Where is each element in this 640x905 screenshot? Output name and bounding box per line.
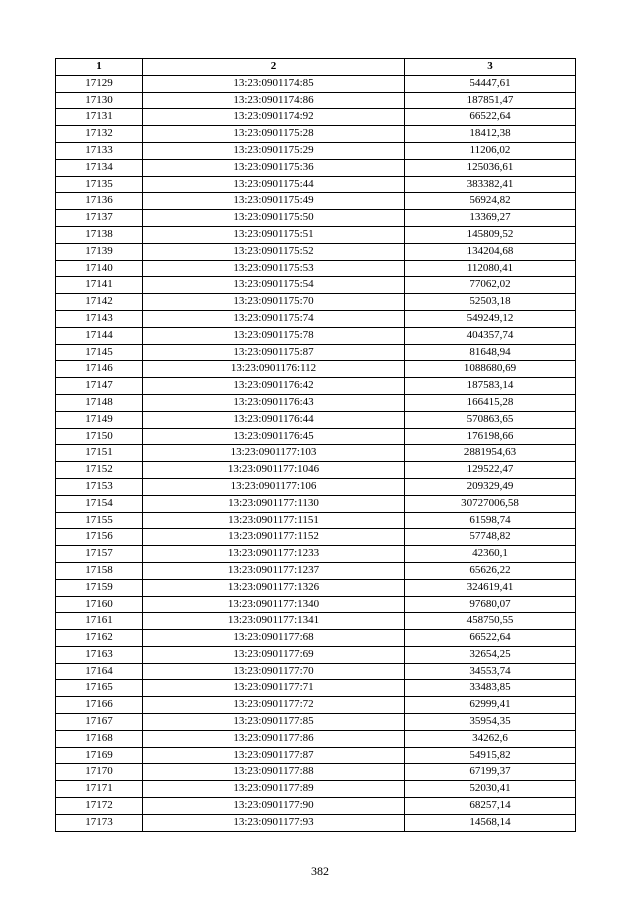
row-number-cell: 17133 (56, 142, 143, 159)
value-cell: 1088680,69 (405, 361, 576, 378)
cadastral-number-cell: 13:23:0901177:103 (143, 445, 405, 462)
row-number-cell: 17130 (56, 92, 143, 109)
cadastral-number-cell: 13:23:0901175:74 (143, 310, 405, 327)
table-row (56, 781, 576, 798)
table-row (56, 814, 576, 831)
row-number-cell: 17135 (56, 176, 143, 193)
cadastral-number-cell: 13:23:0901177:1152 (143, 529, 405, 546)
table-row (56, 680, 576, 697)
table-row (56, 512, 576, 529)
row-number-cell: 17132 (56, 126, 143, 143)
table-row (56, 394, 576, 411)
row-number-cell: 17156 (56, 529, 143, 546)
value-cell: 66522,64 (405, 630, 576, 647)
row-number-cell: 17143 (56, 310, 143, 327)
cadastral-number-cell: 13:23:0901175:50 (143, 210, 405, 227)
row-number-cell: 17171 (56, 781, 143, 798)
value-cell: 383382,41 (405, 176, 576, 193)
value-cell: 35954,35 (405, 714, 576, 731)
row-number-cell: 17129 (56, 75, 143, 92)
row-number-cell: 17172 (56, 798, 143, 815)
value-cell: 81648,94 (405, 344, 576, 361)
value-cell: 66522,64 (405, 109, 576, 126)
cadastral-number-cell: 13:23:0901175:44 (143, 176, 405, 193)
value-cell: 176198,66 (405, 428, 576, 445)
table-row (56, 92, 576, 109)
table-row (56, 445, 576, 462)
cadastral-number-cell: 13:23:0901175:29 (143, 142, 405, 159)
value-cell: 97680,07 (405, 596, 576, 613)
value-cell: 2881954,63 (405, 445, 576, 462)
row-number-cell: 17151 (56, 445, 143, 462)
value-cell: 13369,27 (405, 210, 576, 227)
cadastral-number-cell: 13:23:0901176:112 (143, 361, 405, 378)
table-row (56, 142, 576, 159)
value-cell: 570863,65 (405, 411, 576, 428)
table-row (56, 546, 576, 563)
value-cell: 125036,61 (405, 159, 576, 176)
table-row (56, 495, 576, 512)
table-row (56, 596, 576, 613)
value-cell: 57748,82 (405, 529, 576, 546)
table-row (56, 411, 576, 428)
value-cell: 166415,28 (405, 394, 576, 411)
table-row (56, 764, 576, 781)
table-row (56, 243, 576, 260)
cadastral-number-cell: 13:23:0901177:106 (143, 478, 405, 495)
row-number-cell: 17145 (56, 344, 143, 361)
row-number-cell: 17138 (56, 226, 143, 243)
value-cell: 54915,82 (405, 747, 576, 764)
row-number-cell: 17146 (56, 361, 143, 378)
table-row (56, 378, 576, 395)
cadastral-number-cell: 13:23:0901177:1237 (143, 562, 405, 579)
table-row (56, 630, 576, 647)
table-row (56, 529, 576, 546)
value-cell: 549249,12 (405, 310, 576, 327)
value-cell: 34262,6 (405, 730, 576, 747)
row-number-cell: 17159 (56, 579, 143, 596)
value-cell: 187851,47 (405, 92, 576, 109)
row-number-cell: 17170 (56, 764, 143, 781)
table-row (56, 294, 576, 311)
cadastral-number-cell: 13:23:0901174:92 (143, 109, 405, 126)
table-row (56, 462, 576, 479)
row-number-cell: 17137 (56, 210, 143, 227)
table-row (56, 159, 576, 176)
row-number-cell: 17147 (56, 378, 143, 395)
cadastral-number-cell: 13:23:0901177:88 (143, 764, 405, 781)
table-row (56, 714, 576, 731)
table-row (56, 730, 576, 747)
row-number-cell: 17157 (56, 546, 143, 563)
cadastral-number-cell: 13:23:0901177:86 (143, 730, 405, 747)
cadastral-number-cell: 13:23:0901177:71 (143, 680, 405, 697)
table-row (56, 663, 576, 680)
value-cell: 65626,22 (405, 562, 576, 579)
row-number-cell: 17148 (56, 394, 143, 411)
table-row (56, 176, 576, 193)
table-row (56, 210, 576, 227)
value-cell: 56924,82 (405, 193, 576, 210)
row-number-cell: 17154 (56, 495, 143, 512)
table-row (56, 798, 576, 815)
column-header-2: 2 (143, 59, 405, 76)
table-header (56, 59, 576, 76)
value-cell: 209329,49 (405, 478, 576, 495)
cadastral-number-cell: 13:23:0901177:72 (143, 697, 405, 714)
value-cell: 18412,38 (405, 126, 576, 143)
row-number-cell: 17167 (56, 714, 143, 731)
table-row (56, 747, 576, 764)
row-number-cell: 17155 (56, 512, 143, 529)
value-cell: 404357,74 (405, 327, 576, 344)
row-number-cell: 17131 (56, 109, 143, 126)
table-row (56, 361, 576, 378)
cadastral-number-cell: 13:23:0901177:1130 (143, 495, 405, 512)
cadastral-number-cell: 13:23:0901177:68 (143, 630, 405, 647)
value-cell: 11206,02 (405, 142, 576, 159)
row-number-cell: 17152 (56, 462, 143, 479)
value-cell: 145809,52 (405, 226, 576, 243)
cadastral-number-cell: 13:23:0901175:70 (143, 294, 405, 311)
row-number-cell: 17149 (56, 411, 143, 428)
table-row (56, 579, 576, 596)
table-row (56, 428, 576, 445)
cadastral-number-cell: 13:23:0901177:1326 (143, 579, 405, 596)
cadastral-number-cell: 13:23:0901174:85 (143, 75, 405, 92)
table-row (56, 109, 576, 126)
cadastral-number-cell: 13:23:0901177:90 (143, 798, 405, 815)
cadastral-number-cell: 13:23:0901175:87 (143, 344, 405, 361)
table-row (56, 226, 576, 243)
value-cell: 77062,02 (405, 277, 576, 294)
value-cell: 324619,41 (405, 579, 576, 596)
cadastral-number-cell: 13:23:0901176:44 (143, 411, 405, 428)
value-cell: 134204,68 (405, 243, 576, 260)
cadastral-number-cell: 13:23:0901176:43 (143, 394, 405, 411)
row-number-cell: 17150 (56, 428, 143, 445)
header-row (56, 59, 576, 76)
value-cell: 187583,14 (405, 378, 576, 395)
row-number-cell: 17140 (56, 260, 143, 277)
row-number-cell: 17144 (56, 327, 143, 344)
table-row (56, 126, 576, 143)
column-header-1: 1 (56, 59, 143, 76)
row-number-cell: 17164 (56, 663, 143, 680)
value-cell: 42360,1 (405, 546, 576, 563)
table-row (56, 344, 576, 361)
table-row (56, 327, 576, 344)
row-number-cell: 17173 (56, 814, 143, 831)
value-cell: 32654,25 (405, 646, 576, 663)
row-number-cell: 17168 (56, 730, 143, 747)
row-number-cell: 17153 (56, 478, 143, 495)
cadastral-number-cell: 13:23:0901177:85 (143, 714, 405, 731)
row-number-cell: 17162 (56, 630, 143, 647)
cadastral-number-cell: 13:23:0901174:86 (143, 92, 405, 109)
row-number-cell: 17136 (56, 193, 143, 210)
column-header-3: 3 (405, 59, 576, 76)
data-table (55, 58, 576, 832)
cadastral-number-cell: 13:23:0901176:45 (143, 428, 405, 445)
cadastral-number-cell: 13:23:0901175:28 (143, 126, 405, 143)
value-cell: 62999,41 (405, 697, 576, 714)
page-number: 382 (311, 864, 329, 878)
cadastral-number-cell: 13:23:0901177:70 (143, 663, 405, 680)
value-cell: 52503,18 (405, 294, 576, 311)
row-number-cell: 17160 (56, 596, 143, 613)
cadastral-number-cell: 13:23:0901177:87 (143, 747, 405, 764)
table-row (56, 562, 576, 579)
value-cell: 61598,74 (405, 512, 576, 529)
value-cell: 14568,14 (405, 814, 576, 831)
table-row (56, 260, 576, 277)
value-cell: 112080,41 (405, 260, 576, 277)
cadastral-number-cell: 13:23:0901177:93 (143, 814, 405, 831)
value-cell: 129522,47 (405, 462, 576, 479)
cadastral-number-cell: 13:23:0901175:54 (143, 277, 405, 294)
cadastral-number-cell: 13:23:0901175:52 (143, 243, 405, 260)
table-row (56, 646, 576, 663)
row-number-cell: 17142 (56, 294, 143, 311)
table-row (56, 193, 576, 210)
row-number-cell: 17169 (56, 747, 143, 764)
value-cell: 54447,61 (405, 75, 576, 92)
value-cell: 33483,85 (405, 680, 576, 697)
row-number-cell: 17166 (56, 697, 143, 714)
cadastral-number-cell: 13:23:0901177:1151 (143, 512, 405, 529)
cadastral-number-cell: 13:23:0901177:1340 (143, 596, 405, 613)
cadastral-number-cell: 13:23:0901177:69 (143, 646, 405, 663)
value-cell: 52030,41 (405, 781, 576, 798)
cadastral-number-cell: 13:23:0901175:49 (143, 193, 405, 210)
cadastral-number-cell: 13:23:0901177:1233 (143, 546, 405, 563)
value-cell: 67199,37 (405, 764, 576, 781)
cadastral-number-cell: 13:23:0901177:89 (143, 781, 405, 798)
table-body (56, 75, 576, 831)
row-number-cell: 17134 (56, 159, 143, 176)
value-cell: 30727006,58 (405, 495, 576, 512)
table-row (56, 310, 576, 327)
table-row (56, 478, 576, 495)
cadastral-number-cell: 13:23:0901177:1046 (143, 462, 405, 479)
cadastral-number-cell: 13:23:0901175:36 (143, 159, 405, 176)
row-number-cell: 17139 (56, 243, 143, 260)
table-row (56, 75, 576, 92)
table-row (56, 277, 576, 294)
cadastral-number-cell: 13:23:0901175:53 (143, 260, 405, 277)
value-cell: 458750,55 (405, 613, 576, 630)
value-cell: 34553,74 (405, 663, 576, 680)
cadastral-number-cell: 13:23:0901177:1341 (143, 613, 405, 630)
value-cell: 68257,14 (405, 798, 576, 815)
row-number-cell: 17165 (56, 680, 143, 697)
table-row (56, 613, 576, 630)
row-number-cell: 17158 (56, 562, 143, 579)
cadastral-number-cell: 13:23:0901175:78 (143, 327, 405, 344)
row-number-cell: 17163 (56, 646, 143, 663)
row-number-cell: 17161 (56, 613, 143, 630)
cadastral-number-cell: 13:23:0901175:51 (143, 226, 405, 243)
table-row (56, 697, 576, 714)
row-number-cell: 17141 (56, 277, 143, 294)
cadastral-number-cell: 13:23:0901176:42 (143, 378, 405, 395)
